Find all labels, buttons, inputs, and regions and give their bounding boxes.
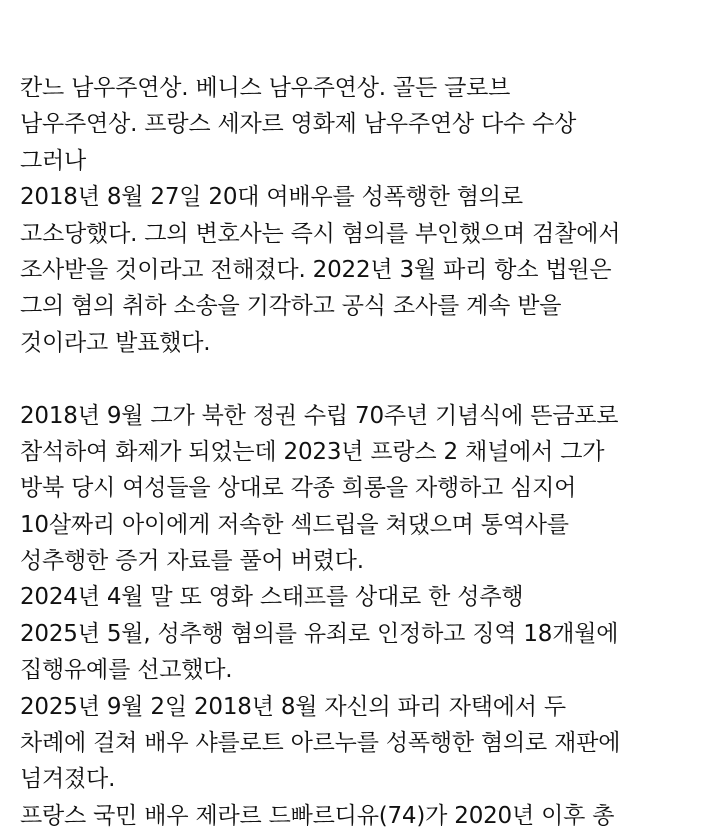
text-line: 2018년 9월 그가 북한 정권 수립 70주년 기념식에 뜬금포로 bbox=[20, 402, 619, 429]
text-line: 고소당했다. 그의 변호사는 즉시 혐의를 부인했으며 검찰에서 bbox=[20, 220, 621, 247]
text-line: 2025년 9월 2일 2018년 8월 자신의 파리 자택에서 두 bbox=[20, 693, 566, 720]
text-line: 프랑스 국민 배우 제라르 드빠르디유(74)가 2020년 이후 총 bbox=[20, 802, 615, 829]
article-body bbox=[20, 70, 710, 834]
text-line: 그의 혐의 취하 소송을 기각하고 공식 조사를 계속 받을 bbox=[20, 293, 562, 320]
text-line: 성추행한 증거 자료를 풀어 버렸다. bbox=[20, 548, 364, 575]
text-line: 그러나 bbox=[20, 147, 87, 174]
text-line: 조사받을 것이라고 전해졌다. 2022년 3월 파리 항소 법원은 bbox=[20, 256, 612, 283]
paragraph-spacer bbox=[20, 361, 710, 397]
text-line: 집행유예를 선고했다. bbox=[20, 657, 233, 684]
text-line: 2018년 8월 27일 20대 여배우를 성폭행한 혐의로 bbox=[20, 184, 523, 211]
text-line: 남우주연상. 프랑스 세자르 영화제 남우주연상 다수 수상 bbox=[20, 111, 577, 138]
text-line: 칸느 남우주연상. 베니스 남우주연상. 골든 글로브 bbox=[20, 75, 511, 101]
text-line: 차례에 걸쳐 배우 샤를로트 아르누를 성폭행한 혐의로 재판에 bbox=[20, 730, 621, 757]
text-line: 2025년 5월, 성추행 혐의를 유죄로 인정하고 징역 18개월에 bbox=[20, 620, 619, 647]
paragraph-timeline bbox=[20, 398, 710, 834]
text-line: 10살짜리 아이에게 저속한 섹드립을 쳐댔으며 통역사를 bbox=[20, 511, 569, 538]
text-line: 것이라고 발표했다. bbox=[20, 329, 211, 356]
text-line: 참석하여 화제가 되었는데 2023년 프랑스 2 채널에서 그가 bbox=[20, 438, 605, 465]
text-line: 넘겨졌다. bbox=[20, 766, 116, 793]
text-line: 방북 당시 여성들을 상대로 각종 희롱을 자행하고 심지어 bbox=[20, 475, 577, 502]
text-line: 2024년 4월 말 또 영화 스태프를 상대로 한 성추행 bbox=[20, 584, 524, 611]
paragraph-awards-and-accusation bbox=[20, 70, 710, 361]
